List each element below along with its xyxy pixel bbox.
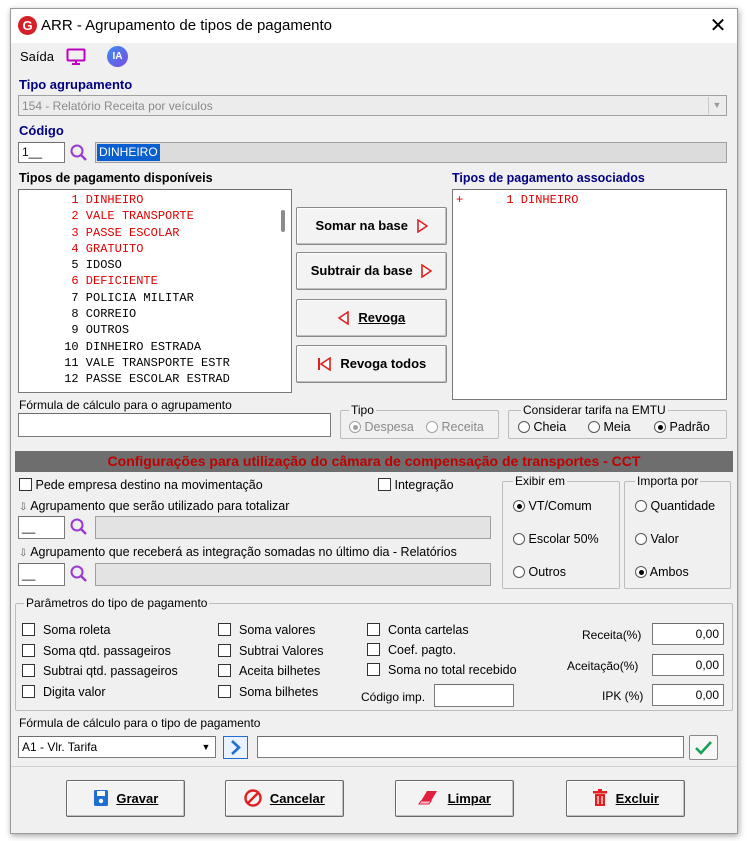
param-checkbox-label: Aceita bilhetes (239, 664, 321, 678)
receita-label: Receita (441, 420, 484, 434)
meia-radio[interactable] (588, 420, 631, 434)
exibir-em-groupbox (502, 474, 620, 589)
arrow-down-icon: ⇩ (19, 502, 28, 513)
param-checkbox[interactable] (22, 644, 178, 665)
title-bar (11, 9, 737, 43)
checkbox-icon (22, 644, 35, 657)
confirm-formula-button[interactable] (689, 735, 718, 760)
list-item[interactable]: 12 PASSE ESCOLAR ESTRAD (21, 372, 230, 387)
close-button[interactable]: ✕ (709, 15, 727, 37)
outros-radio[interactable] (513, 565, 566, 579)
trash-icon (592, 785, 608, 820)
param-checkbox-label: Soma bilhetes (239, 684, 319, 699)
agrup-integracao-label (19, 545, 457, 559)
saida-menu[interactable]: Saída (20, 49, 54, 64)
cct-section-banner: Configurações para utilização do câmara de compensação de transportes - CCT (15, 451, 733, 472)
param-checkbox-label: Subtrai Valores (239, 643, 324, 658)
tipo-agrupamento-select[interactable] (18, 95, 727, 116)
pede-empresa-label: Pede empresa destino na movimentação (35, 478, 263, 492)
outros-label: Outros (528, 565, 566, 579)
associados-items (456, 192, 578, 208)
arrow-left-icon (338, 303, 349, 339)
ia-assistant-button[interactable]: IA (107, 46, 128, 67)
list-item[interactable]: 10 DINHEIRO ESTRADA (21, 339, 202, 354)
tipo-agrupamento-label: Tipo agrupamento (19, 77, 133, 92)
valor-radio-icon (635, 533, 647, 545)
checkbox-icon (218, 644, 231, 657)
parametros-legend: Parâmetros do tipo de pagamento (26, 596, 208, 610)
param-checkbox[interactable] (218, 685, 324, 706)
arrow-right-icon (417, 211, 428, 247)
param-checkbox[interactable] (22, 664, 178, 685)
codigo-imp-input[interactable] (434, 684, 514, 707)
param-checkbox[interactable] (218, 623, 324, 644)
scrollbar-thumb[interactable] (281, 210, 285, 232)
aceitacao-label: Aceitação(%) (567, 659, 639, 673)
app-logo-icon: G (18, 16, 37, 35)
codigo-input[interactable]: 1__ (18, 142, 65, 163)
cheia-radio[interactable] (518, 420, 566, 434)
tipo-legend: Tipo (351, 403, 374, 417)
param-checkbox-label: Conta cartelas (388, 623, 469, 637)
dialog-window (10, 8, 738, 834)
subtrair-da-base-button[interactable] (296, 252, 447, 290)
exibir-legend: Exibir em (515, 474, 566, 488)
agrup-totalizar-label (19, 499, 289, 513)
chevron-down-icon[interactable]: ▼ (708, 97, 725, 114)
param-checkbox[interactable] (367, 643, 517, 663)
list-item[interactable]: 1 DINHEIRO (21, 193, 144, 207)
param-checkbox[interactable] (22, 685, 178, 706)
cancelar-button[interactable] (225, 780, 344, 817)
limpar-label: Limpar (447, 791, 491, 806)
codigo-imp-label: Código imp. (361, 690, 426, 704)
checkmark-icon (690, 736, 717, 759)
tipo-agrupamento-value: 154 - Relatório Receita por veículos (22, 99, 213, 113)
arrow-first-icon (317, 349, 331, 385)
receita-radio[interactable] (426, 420, 484, 434)
padrao-label: Padrão (669, 420, 710, 434)
escolar-radio[interactable] (513, 532, 599, 546)
list-item[interactable]: 5 IDOSO (21, 258, 122, 273)
cheia-label: Cheia (533, 420, 567, 434)
cheia-radio-icon (518, 421, 530, 433)
search-icon[interactable] (69, 144, 89, 162)
arrow-right-icon (421, 256, 432, 292)
tarifa-emtu-groupbox (508, 403, 727, 439)
formula-agrupamento-input[interactable] (18, 413, 331, 437)
escolar-label: Escolar 50% (528, 532, 599, 546)
formula-tipo-select-value: A1 - Vlr. Tarifa (22, 740, 98, 754)
search-icon[interactable] (69, 518, 89, 536)
formula-tipo-select[interactable] (18, 736, 216, 758)
checkbox-icon (218, 623, 231, 636)
disponiveis-items (21, 192, 230, 388)
associados-label: Tipos de pagamento associados (452, 171, 645, 185)
menu-bar (11, 43, 737, 71)
outros-radio-icon (513, 566, 525, 578)
list-item[interactable]: 8 CORREIO (21, 307, 137, 322)
cancelar-label: Cancelar (269, 791, 325, 806)
list-item[interactable]: 4 GRATUITO (21, 241, 144, 256)
importa-por-groupbox (624, 474, 731, 589)
quantidade-radio-icon (635, 500, 647, 512)
formula-agrupamento-label: Fórmula de cálculo para o agrupamento (19, 398, 232, 412)
formula-tipo-input[interactable] (257, 736, 684, 758)
agrup-totalizar-description (95, 516, 491, 539)
subtrair-label: Subtrair da base (310, 263, 413, 278)
agrup-integracao-input[interactable]: __ (18, 563, 65, 586)
params-col3 (367, 623, 517, 683)
disponiveis-list[interactable] (18, 189, 292, 393)
ipk-input[interactable]: 0,00 (652, 684, 724, 706)
formula-tipo-label: Fórmula de cálculo para o tipo de pagamento (19, 716, 261, 730)
quantidade-radio[interactable] (635, 499, 715, 513)
window-title: ARR - Agrupamento de tipos de pagamento (41, 17, 333, 34)
revoga-button[interactable] (296, 299, 447, 337)
somar-na-base-button[interactable] (296, 207, 447, 245)
receita-radio-icon (426, 421, 438, 433)
codigo-description-field (95, 142, 727, 163)
importa-legend: Importa por (637, 474, 699, 488)
excluir-label: Excluir (615, 791, 659, 806)
search-icon[interactable] (69, 565, 89, 583)
escolar-radio-icon (513, 533, 525, 545)
param-checkbox-label: Soma no total recebido (388, 663, 517, 677)
checkbox-icon (367, 643, 380, 656)
checkbox-icon (218, 685, 231, 698)
agrup-integracao-text: Agrupamento que receberá as integração somadas no último dia - Relatórios (30, 545, 457, 559)
param-checkbox-label: Digita valor (43, 684, 106, 699)
eraser-icon (418, 785, 440, 820)
ambos-radio[interactable] (635, 565, 689, 579)
codigo-description-text: DINHEIRO (99, 145, 158, 159)
list-item[interactable]: 7 POLICIA MILITAR (21, 290, 194, 305)
checkbox-icon (367, 663, 380, 676)
checkbox-icon (218, 664, 231, 677)
integracao-checkbox-icon (378, 478, 391, 491)
chevron-right-icon (224, 737, 247, 758)
pede-empresa-checkbox-icon (19, 478, 32, 491)
ipk-label: IPK (%) (602, 689, 644, 703)
pede-empresa-checkbox[interactable] (19, 478, 263, 492)
footer-divider (11, 766, 737, 767)
tarifa-legend: Considerar tarifa na EMTU (523, 403, 666, 417)
params-col2 (218, 623, 324, 705)
vt-comum-radio-icon (513, 500, 525, 512)
list-item[interactable]: 11 VALE TRANSPORTE ESTR (21, 355, 230, 370)
receita-input[interactable]: 0,00 (652, 623, 724, 645)
vt-comum-radio[interactable] (513, 499, 592, 513)
param-checkbox[interactable] (218, 664, 324, 685)
param-checkbox[interactable] (367, 623, 517, 643)
agrup-totalizar-input[interactable]: __ (18, 516, 65, 539)
list-item[interactable]: 2 VALE TRANSPORTE (21, 209, 194, 224)
valor-radio[interactable] (635, 532, 679, 546)
param-checkbox-label: Coef. pagto. (388, 643, 457, 657)
padrao-radio-icon (654, 421, 666, 433)
param-checkbox[interactable] (218, 644, 324, 665)
revoga-todos-label: Revoga todos (340, 356, 427, 371)
param-checkbox-label: Soma roleta (43, 623, 111, 637)
gravar-button[interactable] (66, 780, 185, 817)
params-col1 (22, 623, 178, 705)
param-checkbox-label: Soma qtd. passageiros (43, 643, 171, 658)
checkbox-icon (367, 623, 380, 636)
padrao-radio[interactable] (654, 420, 710, 434)
tipo-groupbox (340, 403, 499, 439)
quantidade-label: Quantidade (650, 499, 716, 513)
list-item[interactable]: 9 OUTROS (21, 323, 130, 338)
integracao-label: Integração (394, 478, 454, 492)
param-checkbox-label: Subtrai qtd. passageiros (43, 664, 178, 678)
integracao-checkbox[interactable] (378, 478, 454, 492)
checkbox-icon (22, 685, 35, 698)
cancel-icon (244, 785, 262, 820)
disponiveis-label: Tipos de pagamento disponíveis (19, 171, 213, 185)
vt-comum-label: VT/Comum (528, 499, 592, 513)
list-item[interactable]: + 1 DINHEIRO (456, 193, 579, 207)
meia-radio-icon (588, 421, 600, 433)
despesa-radio[interactable] (349, 420, 414, 434)
receita-label: Receita(%) (582, 628, 642, 642)
agrup-totalizar-text: Agrupamento que serão utilizado para totalizar (30, 499, 290, 513)
parametros-groupbox (15, 596, 733, 711)
aceitacao-input[interactable]: 0,00 (652, 654, 724, 676)
save-icon (93, 785, 109, 820)
list-item[interactable]: 6 DEFICIENTE (21, 274, 158, 289)
monitor-icon[interactable] (66, 48, 86, 64)
ambos-radio-icon (635, 566, 647, 578)
despesa-label: Despesa (364, 420, 414, 434)
checkbox-icon (22, 664, 35, 677)
excluir-button[interactable] (566, 780, 685, 817)
codigo-label: Código (19, 123, 64, 138)
agrup-integracao-description (95, 563, 491, 586)
chevron-down-icon[interactable]: ▼ (201, 742, 211, 752)
insert-formula-button[interactable] (223, 736, 248, 759)
param-checkbox[interactable] (367, 663, 517, 683)
arrow-down-icon: ⇩ (19, 548, 28, 559)
associados-list[interactable] (452, 189, 727, 400)
list-item[interactable]: 3 PASSE ESCOLAR (21, 225, 180, 240)
param-checkbox-label: Soma valores (239, 623, 316, 637)
meia-label: Meia (603, 420, 631, 434)
revoga-label: Revoga (358, 310, 406, 325)
valor-label: Valor (650, 532, 679, 546)
checkbox-icon (22, 623, 35, 636)
revoga-todos-button[interactable] (296, 345, 447, 383)
limpar-button[interactable] (395, 780, 514, 817)
param-checkbox[interactable] (22, 623, 178, 644)
gravar-label: Gravar (116, 791, 159, 806)
despesa-radio-icon (349, 421, 361, 433)
ambos-label: Ambos (649, 565, 689, 579)
somar-label: Somar na base (315, 218, 408, 233)
